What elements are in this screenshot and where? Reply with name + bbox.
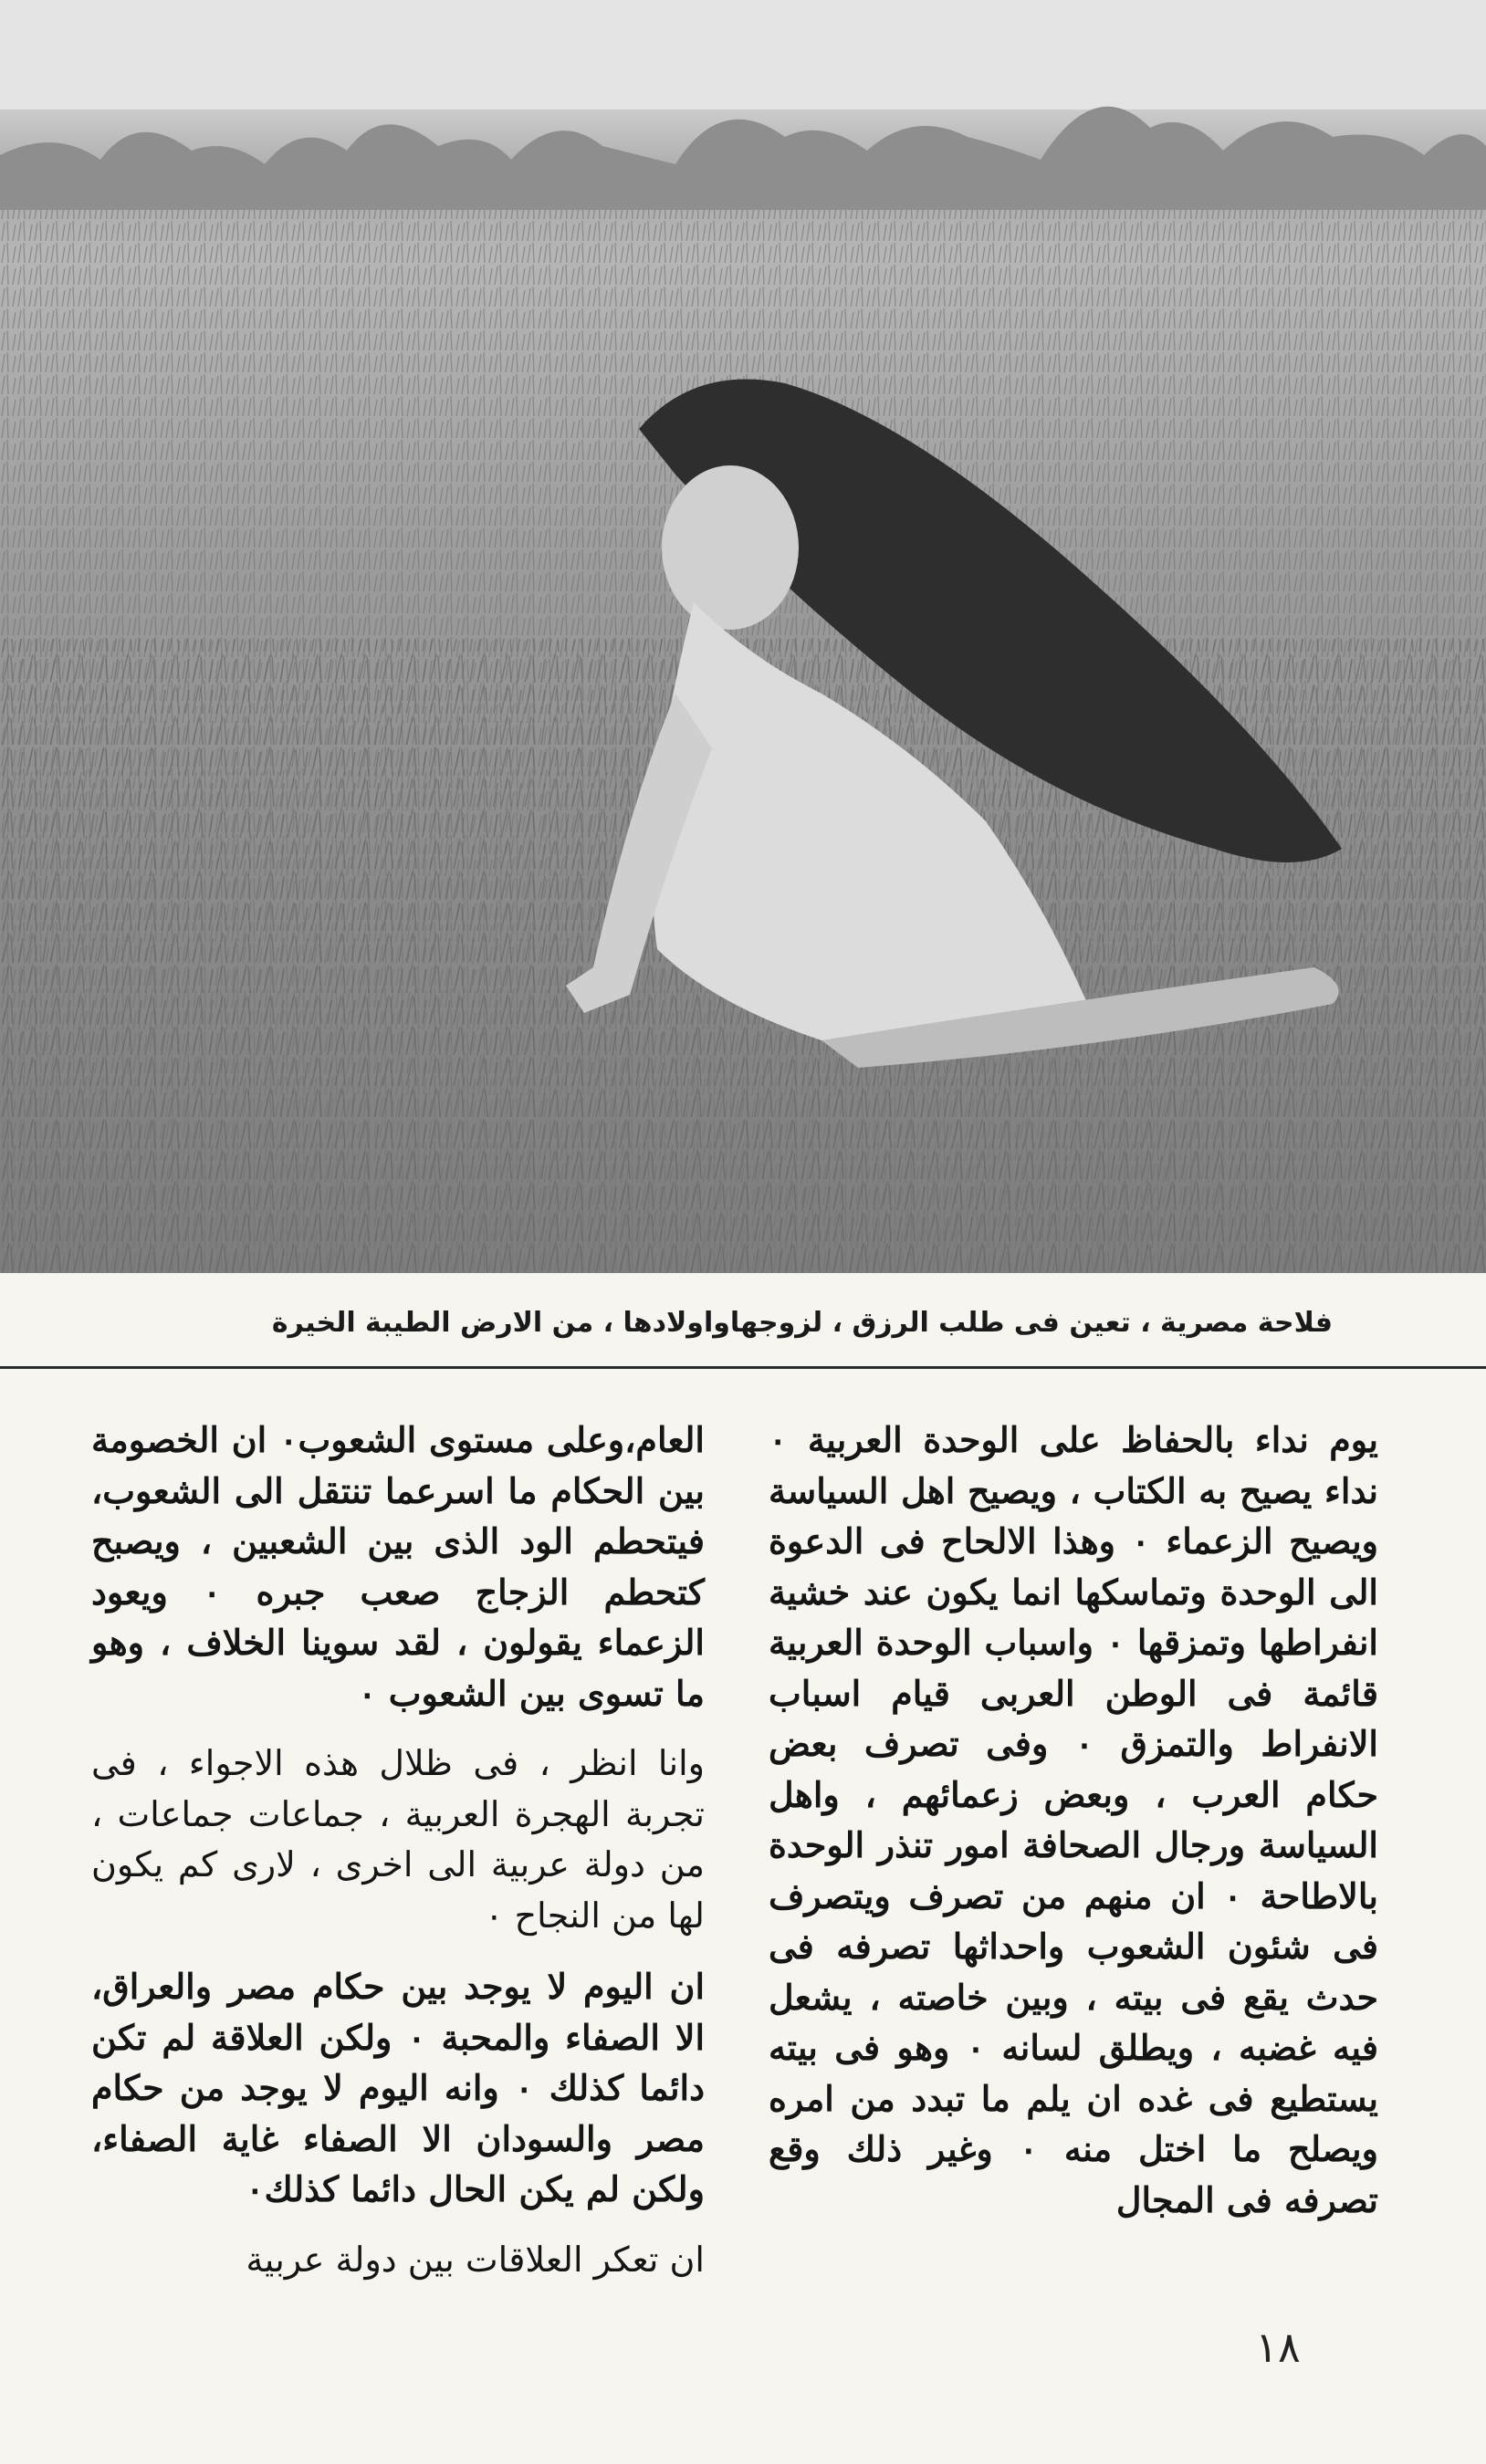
article-column-left [91, 1415, 705, 2285]
paragraph: العام،وعلى مستوى الشعوب٠ ان الخصومة بين الحكام ما اسرعما تنتقل الى الشعوب، فيتحطم الود الذى بين الشعبين ، ويصبح كتحطم الزجاج صعب جبره ٠ ويعود الزعماء يقولون ، لقد سوينا الخلاف ، وهو ما تسوى بين الشعوب ٠ [91, 1419, 705, 1714]
paragraph: ان اليوم لا يوجد بين حكام مصر والعراق، الا الصفاء والمحبة ٠ ولكن العلاقة لم تكن دائما كذلك ٠ وانه اليوم لا يوجد من حكام مصر والسودان الا الصفاء غاية الصفاء، ولكن لم يكن الحال دائما كذلك٠ [91, 1966, 706, 2209]
photo-caption: فلاحة مصرية ، تعين فى طلب الرزق ، لزوجهاواولادها ، من الارض الطيبة الخيرة [271, 1307, 1333, 1339]
paragraph: ان تعكر العلاقات بين دولة عربية [246, 2239, 705, 2280]
page-number: ١٨ [1255, 2323, 1301, 2372]
tree-line [0, 107, 1486, 210]
divider-rule [0, 1366, 1486, 1369]
article-column-right [769, 1415, 1378, 2225]
paragraph: يوم نداء بالحفاظ على الوحدة العربية ٠ نداء يصيح به الكتاب ، ويصيح اهل السياسة ويصيح الزعماء ٠ وهذا الالحاح فى الدعوة الى الوحدة وتماسكها انما يكون عند خشية انفراطها وتمزقها ٠ واسباب الوحدة العربية قائمة فى الوطن العربى قيام اسباب الانفراط والتمزق ٠ وفى تصرف بعض حكام العرب ، وبعض زعمائهم ، واهل السياسة ورجال الصحافة امور تنذر الوحدة بالاطاحة ٠ ان منهم من تصرف ويتصرف فى شئون الشعوب واحداثها تصرفه فى حدث يقع فى بيته ، وبين خاصته ، يشعل فيه غضبه ، ويطلق لسانه ٠ وهو فى بيته يستطيع فى غده ان يلم ما تبدد من امره ويصلح ما اختل منه ٠ وغير ذلك وقع تصرفه فى المجال [769, 1419, 1379, 2220]
paragraph: وانا انظر ، فى ظلال هذه الاجواء ، فى تجربة الهجرة العربية ، جماعات جماعات ، من دولة عربية الى اخرى ، لارى كم يكون لها من النجاح ٠ [91, 1743, 705, 1936]
sky [0, 0, 1486, 110]
